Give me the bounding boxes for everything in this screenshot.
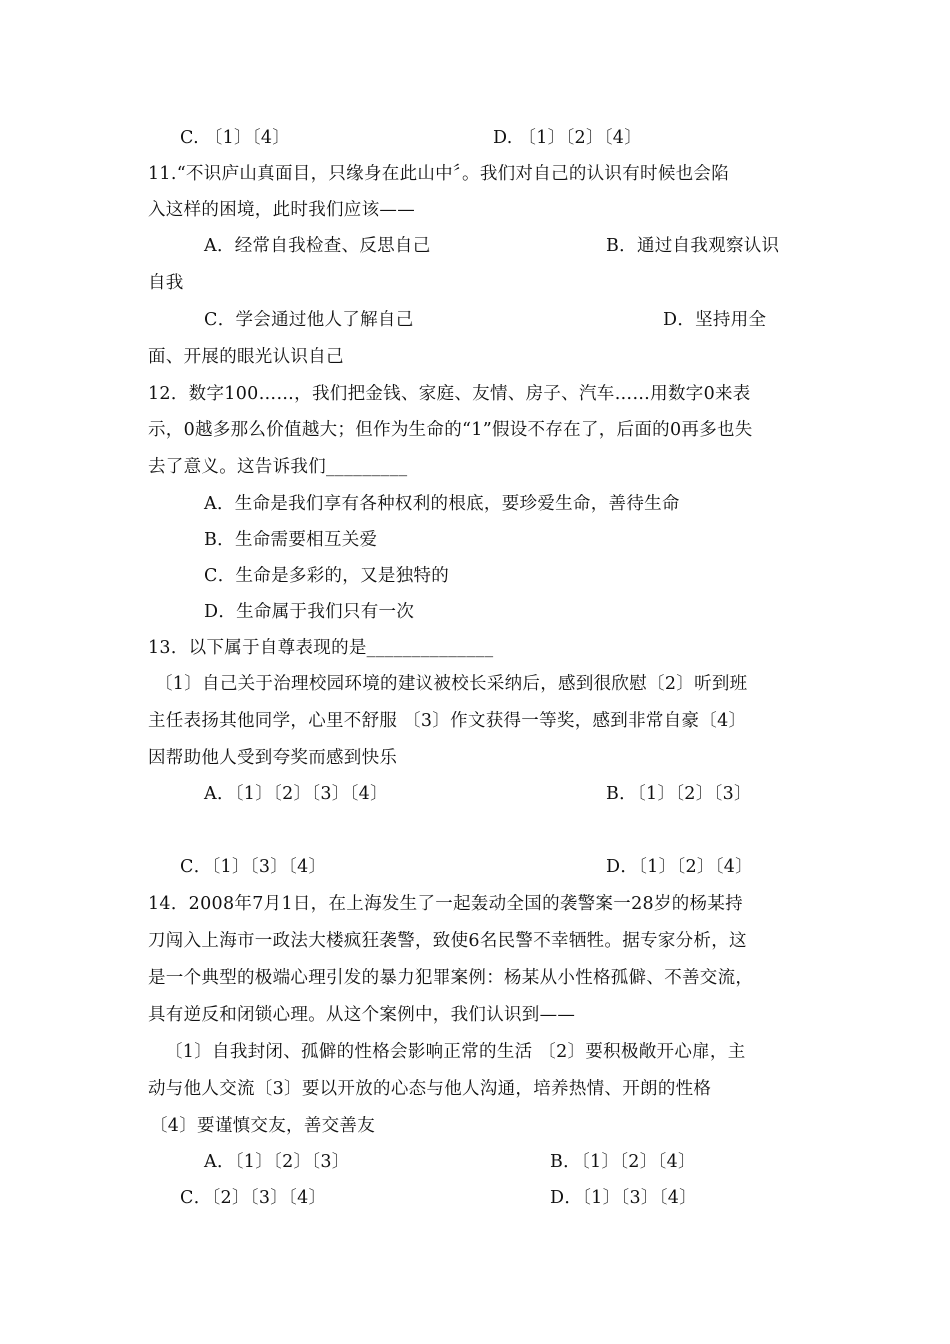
q12-option-a: A．生命是我们享有各种权利的根底，要珍爱生命，善待生命 bbox=[204, 494, 680, 514]
q13-stem-line3: 主任表扬其他同学，心里不舒服 〔3〕作文获得一等奖，感到非常自豪〔4〕 bbox=[148, 711, 747, 731]
q14-stem-line2: 刀闯入上海市一政法大楼疯狂袭警，致使6名民警不幸牺牲。据专家分析，这 bbox=[148, 931, 747, 951]
q14-stem-line7: 〔4〕要谨慎交友，善交善友 bbox=[150, 1116, 376, 1136]
q14-option-c: C．〔2〕〔3〕〔4〕 bbox=[180, 1188, 327, 1208]
q11-option-d: D．坚持用全 bbox=[663, 310, 767, 330]
q12-option-d: D．生命属于我们只有一次 bbox=[204, 602, 415, 622]
q11-stem-line1: 11.“不识庐山真面目，只缘身在此山中〞。我们对自己的认识有时候也会陷 bbox=[148, 164, 730, 184]
q13-stem-line1: 13．以下属于自尊表现的是______________ bbox=[148, 638, 494, 658]
q14-option-b: B．〔1〕〔2〕〔4〕 bbox=[550, 1152, 696, 1172]
q12-stem-line2: 示，0越多那么价值越大；但作为生命的“1”假设不存在了，后面的0再多也失 bbox=[148, 420, 753, 440]
q10-option-d: D. 〔1〕〔2〕〔4〕 bbox=[493, 128, 643, 148]
q13-option-a: A．〔1〕〔2〕〔3〕〔4〕 bbox=[204, 784, 388, 804]
q11-option-b: B．通过自我观察认识 bbox=[606, 236, 780, 256]
q14-stem-line6: 动与他人交流〔3〕要以开放的心态与他人沟通，培养热情、开朗的性格 bbox=[148, 1079, 712, 1099]
q14-option-a: A．〔1〕〔2〕〔3〕 bbox=[204, 1152, 350, 1172]
q11-option-c: C．学会通过他人了解自己 bbox=[204, 310, 414, 330]
q10-option-c: C. 〔1〕〔4〕 bbox=[180, 128, 291, 148]
q11-option-d-cont: 面、开展的眼光认识自己 bbox=[148, 347, 344, 367]
q14-stem-line1: 14．2008年7月1日，在上海发生了一起轰动全国的袭警案一28岁的杨某持 bbox=[148, 894, 743, 914]
q13-stem-line4: 因帮助他人受到夸奖而感到快乐 bbox=[148, 748, 398, 768]
q14-stem-line4: 具有逆反和闭锁心理。从这个案例中，我们认识到—— bbox=[148, 1005, 576, 1025]
q13-option-c: C．〔1〕〔3〕〔4〕 bbox=[180, 857, 327, 877]
q12-stem-line3: 去了意义。这告诉我们_________ bbox=[148, 457, 408, 477]
q12-option-c: C．生命是多彩的，又是独特的 bbox=[204, 566, 450, 586]
q13-option-d: D．〔1〕〔2〕〔4〕 bbox=[606, 857, 753, 877]
q14-stem-line3: 是一个典型的极端心理引发的暴力犯罪案例：杨某从小性格孤僻、不善交流， bbox=[148, 968, 754, 988]
q11-stem-line2: 入这样的困境，此时我们应该—— bbox=[148, 200, 415, 220]
q13-option-b: B．〔1〕〔2〕〔3〕 bbox=[606, 784, 752, 804]
q13-stem-line2: 〔1〕自己关于治理校园环境的建议被校长采纳后，感到很欣慰〔2〕听到班 bbox=[155, 674, 748, 694]
q12-stem-line1: 12．数字100……，我们把金钱、家庭、友情、房子、汽车……用数字0来表 bbox=[148, 384, 751, 404]
q11-option-b-cont: 自我 bbox=[148, 273, 184, 293]
q11-option-a: A．经常自我检查、反思自己 bbox=[204, 236, 431, 256]
q14-option-d: D．〔1〕〔3〕〔4〕 bbox=[550, 1188, 697, 1208]
q12-option-b: B．生命需要相互关爱 bbox=[204, 530, 378, 550]
q14-stem-line5: 〔1〕自我封闭、孤僻的性格会影响正常的生活 〔2〕要积极敞开心扉，主 bbox=[165, 1042, 746, 1062]
